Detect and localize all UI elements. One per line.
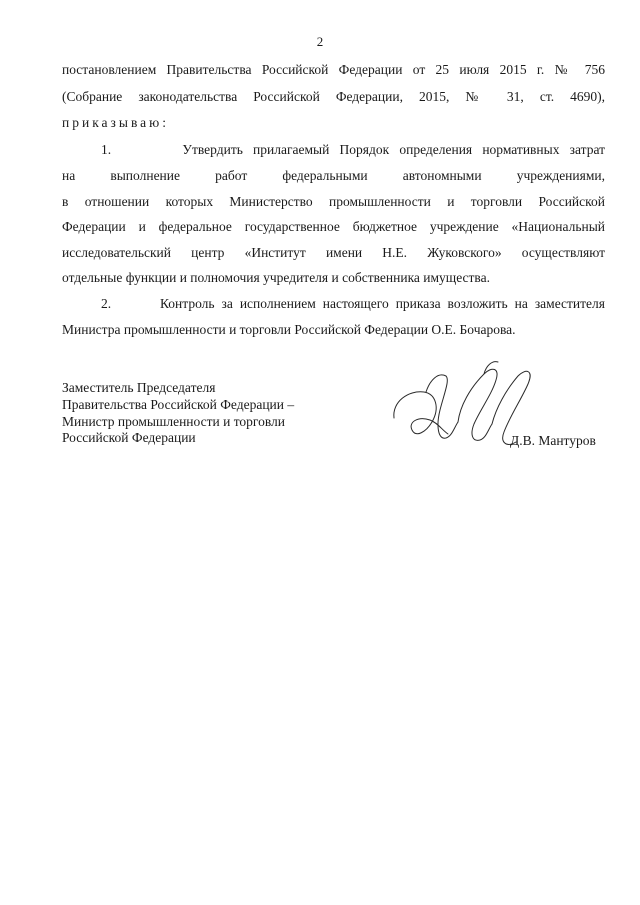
item-1-line-5: исследовательский центр «Институт имени Н.Е. Жуковского» осуществляют — [62, 245, 605, 260]
item-2-first-line: 2. Контроль за исполнением настоящего приказа возложить на заместителя — [101, 296, 605, 311]
item-1-line-4: Федерации и федеральное государственное бюджетное учреждение «Национальный — [62, 219, 605, 234]
item-1-line-6: отдельные функции и полномочия учредителя и собственника имущества. — [62, 270, 490, 285]
item-1-line-3: в отношении которых Министерство промышленности и торговли Российской — [62, 194, 605, 209]
signatory-title-line-3: Министр промышленности и торговли — [62, 414, 286, 429]
item-1-line-2: на выполнение работ федеральными автономными учреждениями, — [62, 168, 605, 183]
signatory-name: Д.В. Мантуров — [510, 433, 596, 448]
intro-line-1: постановлением Правительства Российской Федерации от 25 июля 2015 г. № 756 — [62, 62, 605, 77]
signatory-title-line-4: Российской Федерации — [62, 430, 196, 445]
signatory-title-line-2: Правительства Российской Федерации – — [62, 397, 295, 412]
item-2-line-2: Министра промышленности и торговли Российской Федерации О.Е. Бочарова. — [62, 322, 516, 337]
intro-line-2: (Собрание законодательства Российской Федерации, 2015, № 31, ст. 4690), — [62, 89, 605, 104]
page-number: 2 — [316, 34, 324, 49]
item-1-first-line: 1. Утвердить прилагаемый Порядок определения нормативных затрат — [101, 142, 605, 157]
signatory-title-line-1: Заместитель Председателя — [62, 380, 216, 395]
order-word: приказываю: — [62, 115, 169, 130]
